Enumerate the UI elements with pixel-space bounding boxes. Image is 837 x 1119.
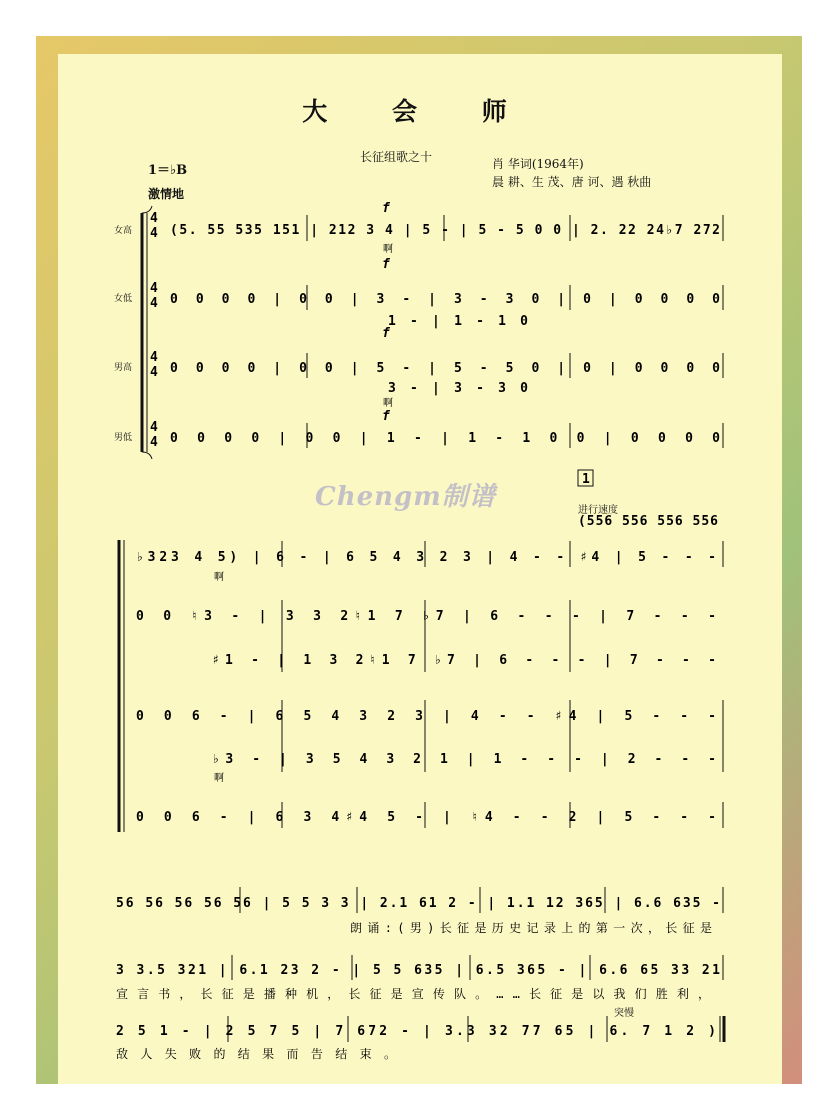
tenor-lower-line-2: ♭3 - | 3 5 4 3 2 1 | 1 - - - | 2 - - - bbox=[212, 752, 716, 767]
tenor-upper-line-2: 0 0 6 - | 6 5 4 3 2 3 | 4 - - ♯4 | 5 - - - bbox=[136, 709, 717, 724]
song-title: 大 会 师 bbox=[302, 97, 535, 126]
dynamic-forte: f bbox=[382, 409, 390, 424]
time-sig-top: 4 bbox=[150, 281, 158, 296]
time-sig-bottom: 4 bbox=[150, 365, 158, 380]
dynamic-forte: f bbox=[382, 326, 390, 341]
part-label-bass: 男低 bbox=[114, 433, 133, 443]
bass-line-1: 0 0 0 0 | 0 0 | 1 - | 1 - 1 0 0 | 0 0 0 0 bbox=[170, 431, 720, 446]
lyric-syllable: 啊 bbox=[383, 398, 393, 409]
tenor-lower-line-1: 3 - | 3 - 3 0 bbox=[388, 381, 528, 396]
dynamic-forte: f bbox=[382, 257, 390, 272]
alto-lower-line-2: ♯1 - | 1 3 2♮1 7 ♭7 | 6 - - - | 7 - - - bbox=[212, 653, 717, 668]
bass-line-2: 0 0 6 - | 6 3 4♯4 5 - | ♮4 - - 2 | 5 - - - bbox=[136, 810, 717, 825]
melody-line-5: 2 5 1 - | 2 5 7 5 | 7 672 - | 3.3 32 77 65 | 6. 7 1 2 ) bbox=[116, 1024, 716, 1039]
time-sig-top: 4 bbox=[150, 211, 158, 226]
alto-line-1: 0 0 0 0 | 0 0 | 3 - | 3 - 3 0 | 0 | 0 0 0 0 bbox=[170, 292, 721, 307]
system1-barlines bbox=[307, 215, 723, 448]
tempo-text: 进行速度 bbox=[578, 505, 618, 516]
time-sig-bottom: 4 bbox=[150, 226, 158, 241]
expression-mark: 激情地 bbox=[148, 187, 185, 201]
bracket-bottom-hook bbox=[142, 452, 152, 459]
rehearsal-mark: 1 bbox=[582, 472, 590, 487]
alto-lower-line-1: 1 - | 1 - 1 0 bbox=[388, 314, 528, 329]
lyric-syllable: 啊 bbox=[214, 572, 224, 583]
part-label-tenor: 男高 bbox=[114, 363, 133, 373]
melody-line-3: 56 56 56 56 56 | 5 5 3 3 | 2.1 61 2 - | 1.1 12 365 | 6.6 635 - bbox=[116, 896, 720, 911]
part-label-alto: 女低 bbox=[114, 294, 133, 304]
soprano-line-1: (5. 55 535 151 | 212 3 4 | 5 - | 5 - 5 0 0 | 2. 22 24♭7 272 bbox=[170, 223, 720, 238]
dynamic-forte: f bbox=[382, 201, 390, 216]
time-sig-top: 4 bbox=[150, 350, 158, 365]
song-subtitle: 长征组歌之十 bbox=[360, 150, 433, 164]
lyricist-credit: 肖 华词(1964年) bbox=[492, 157, 584, 171]
time-sig-bottom: 4 bbox=[150, 296, 158, 311]
lyric-syllable: 啊 bbox=[214, 773, 224, 784]
tenor-line-1: 0 0 0 0 | 0 0 | 5 - | 5 - 5 0 | 0 | 0 0 0 0 bbox=[170, 361, 721, 376]
watermark: Chengm制谱 bbox=[315, 482, 496, 512]
recitation-line-3: 敌人失败的结果而告结束。 bbox=[116, 1047, 406, 1061]
part-label-soprano: 女高 bbox=[114, 226, 133, 236]
tempo-change: 突慢 bbox=[614, 1008, 634, 1019]
melody-line-4: 3 3.5 321 | 6.1 23 2 - | 5 5 635 | 6.5 365 - | 6.6 65 33 21 bbox=[116, 963, 720, 978]
intro-figure: (556 556 556 556 bbox=[578, 514, 718, 529]
lyric-syllable: 啊 bbox=[383, 244, 393, 255]
recitation-line-1: 朗诵:(男)长征是历史记录上的第一次，长征是 bbox=[350, 921, 722, 935]
time-sig-top: 4 bbox=[150, 420, 158, 435]
soprano-line-2: ♭323 4 5) | 6 - | 6 5 4 3 2 3 | 4 - - ♯4 | 5 - - - bbox=[136, 550, 716, 565]
composer-credit: 晨 耕、生 茂、唐 诃、遇 秋曲 bbox=[492, 175, 652, 189]
time-sig-bottom: 4 bbox=[150, 435, 158, 450]
key-signature: 1＝♭B bbox=[148, 163, 188, 178]
alto-upper-line-2: 0 0 ♮3 - | 3 3 2♮1 7 ♭7 | 6 - - - | 7 - - - bbox=[136, 609, 716, 624]
recitation-line-2: 宣言书，长征是播种机，长征是宣传队。……长征是以我们胜利， bbox=[116, 987, 720, 1001]
